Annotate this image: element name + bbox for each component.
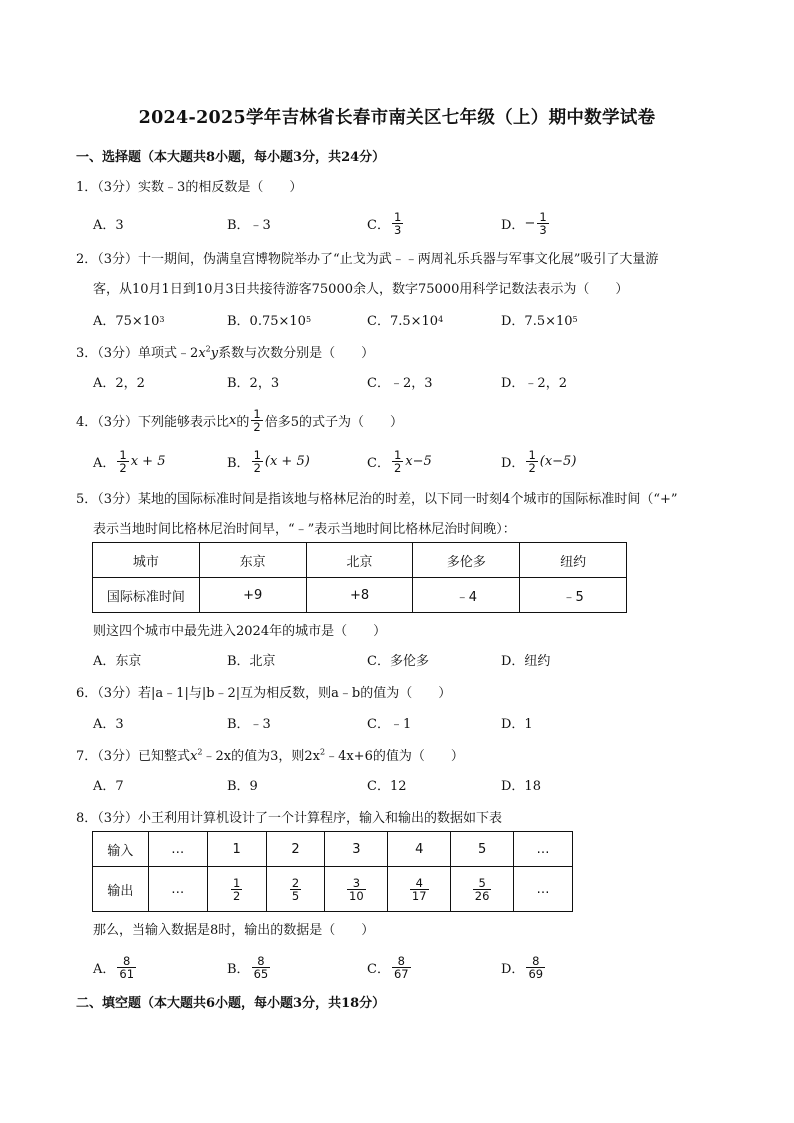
option-d[interactable]: D．纽约 (501, 653, 551, 669)
question-7-options (93, 767, 733, 801)
table-cell: $\frac{2}{5}$ (266, 867, 325, 912)
question-6-options (93, 705, 733, 739)
question-8-options (93, 950, 733, 984)
option-b[interactable]: B．2，3 (227, 375, 280, 391)
option-b[interactable]: B． 8 65 (227, 953, 269, 981)
table-cell: 国际标准时间 (93, 578, 200, 613)
option-b[interactable]: B． 1 2 (x + 5) (227, 447, 310, 475)
option-d[interactable]: D． 8 69 (501, 953, 544, 981)
table-row (93, 578, 627, 613)
option-d[interactable]: D． − $\frac{1}{3}$ (501, 209, 547, 237)
table-row (93, 867, 573, 912)
table-cell: 北京 (306, 543, 413, 578)
table-cell: +9 (199, 578, 306, 613)
table-cell: 4 (388, 832, 451, 867)
question-3-stem: 3．（3分）单项式$﹣2x^2y$系数与次数分别是（ ） (76, 344, 375, 361)
question-4-options (93, 444, 733, 478)
question-5-stem-line1: 5．（3分）某地的国际标准时间是指该地与格林尼治的时差，以下同一时刻4个城市的国际标准时间（“+” (76, 492, 678, 507)
table-cell: 2 (266, 832, 325, 867)
question-4-stem: 4．（3分）下列能够表示比 x 的 1 2 倍多5的式子为（ ） (76, 406, 404, 434)
table-cell: 3 (325, 832, 388, 867)
option-c[interactable]: C． 1 2 x−5 (367, 447, 432, 475)
option-d[interactable]: D．1 (501, 716, 533, 732)
table-cell: … (148, 832, 207, 867)
section-heading-fill: 二、填空题（本大题共6小题，每小题3分，共18分） (76, 996, 386, 1011)
option-d[interactable]: D．18 (501, 778, 541, 794)
option-c[interactable]: C． 8 67 (367, 953, 409, 981)
option-b[interactable]: B．0.75×10 5 (227, 313, 312, 329)
table-cell: … (514, 832, 573, 867)
option-c[interactable]: C．多伦多 (367, 653, 429, 669)
table-cell: 城市 (93, 543, 200, 578)
option-a[interactable]: A． 8 61 (93, 953, 135, 981)
table-row (93, 832, 573, 867)
table-cell: ﹣5 (520, 578, 627, 613)
table-cell: 纽约 (520, 543, 627, 578)
question-7-stem: 7．（3分）已知整式$x^2﹣2x$的值为3，则$2x^2﹣4x+6$的值为（ ） (76, 747, 464, 764)
option-a[interactable]: A． 1 2 x + 5 (93, 447, 166, 475)
table-cell: 多伦多 (413, 543, 520, 578)
option-d[interactable]: D．7.5×10 5 (501, 313, 578, 329)
question-3-options (93, 364, 733, 398)
question-2-stem-line2: 客，从10月1日到10月3日共接待游客75000余人，数字75000用科学记数法表示为（ ） (93, 282, 629, 297)
page-title: 2024-2025学年吉林省长春市南关区七年级（上）期中数学试卷 (138, 108, 656, 128)
option-b[interactable]: B．北京 (227, 653, 276, 669)
option-b[interactable]: B．9 (227, 778, 258, 794)
question-8-question: 那么，当输入数据是8时，输出的数据是（ ） (93, 923, 375, 938)
option-a[interactable]: A．7 (93, 778, 124, 794)
table-row (93, 543, 627, 578)
option-b[interactable]: B．﹣3 (227, 716, 271, 732)
option-d[interactable]: D．﹣2，2 (501, 375, 567, 391)
table-cell: 东京 (199, 543, 306, 578)
option-c[interactable]: C．7.5×10 4 (367, 313, 444, 329)
table-cell: 输入 (93, 832, 149, 867)
question-5-stem-line2: 表示当地时间比格林尼治时间早，“﹣”表示当地时间比格林尼治时间晚）： (93, 522, 516, 537)
table-cell: 输出 (93, 867, 149, 912)
option-a[interactable]: A．东京 (93, 653, 142, 669)
io-table (92, 831, 573, 912)
table-cell: +8 (306, 578, 413, 613)
question-2-stem-line1: 2．（3分）十一期间，伪满皇宫博物院举办了“止戈为武﹣﹣两周礼乐兵器与军事文化展”吸引了大量游 (76, 252, 659, 267)
question-1-stem: 1．（3分）实数﹣3的相反数是（ ） (76, 180, 303, 195)
option-c[interactable]: C．﹣2，3 (367, 375, 433, 391)
question-2-options (93, 302, 733, 336)
table-cell: $\frac{5}{26}$ (451, 867, 514, 912)
option-c[interactable]: C． 1 3 (367, 209, 402, 237)
option-a[interactable]: A．3 (93, 217, 124, 233)
question-6-stem: 6．（3分）若|a﹣1|与|b﹣2|互为相反数，则a﹣b的值为（ ） (76, 686, 452, 701)
option-c[interactable]: C．﹣1 (367, 716, 412, 732)
option-a[interactable]: A．3 (93, 716, 124, 732)
question-8-stem: 8．（3分）小王利用计算机设计了一个计算程序，输入和输出的数据如下表 (76, 811, 503, 826)
table-cell: ﹣4 (413, 578, 520, 613)
option-d[interactable]: D． 1 2 (x−5) (501, 447, 577, 475)
section-heading-choice: 一、选择题（本大题共8小题，每小题3分，共24分） (76, 150, 386, 165)
table-cell: 5 (451, 832, 514, 867)
table-cell: … (514, 867, 573, 912)
table-cell: $\frac{3}{10}$ (325, 867, 388, 912)
option-a[interactable]: A．2，2 (93, 375, 145, 391)
table-cell: 1 (207, 832, 266, 867)
option-b[interactable]: B．﹣3 (227, 217, 271, 233)
table-cell: $\frac{4}{17}$ (388, 867, 451, 912)
table-cell: $\frac{1}{2}$ (207, 867, 266, 912)
option-c[interactable]: C．12 (367, 778, 407, 794)
question-5-question: 则这四个城市中最先进入2024年的城市是（ ） (93, 624, 387, 639)
question-5-options (93, 642, 733, 676)
option-a[interactable]: A．75×10 3 (93, 313, 165, 329)
timezone-table (92, 542, 627, 613)
table-cell: … (148, 867, 207, 912)
question-1-options (93, 206, 733, 240)
